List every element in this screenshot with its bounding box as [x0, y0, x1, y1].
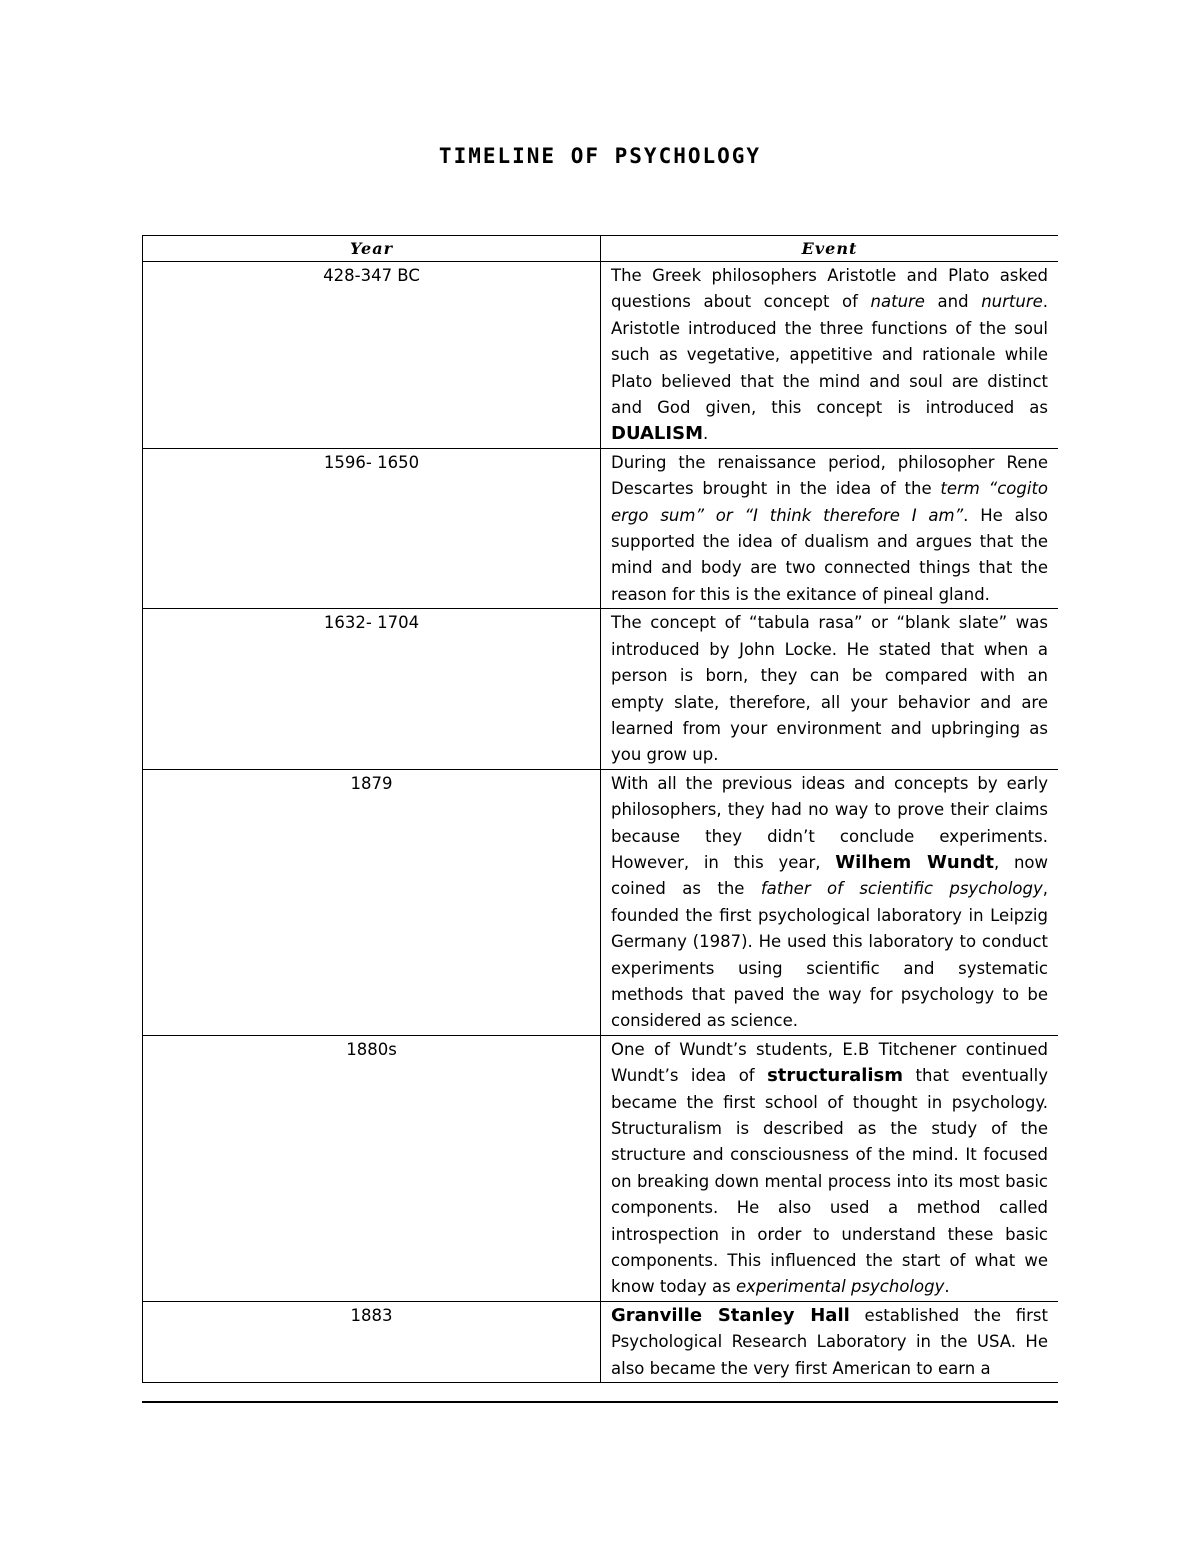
event-text: The Greek philosophers Aristotle and Plato asked questions about concept of — [611, 266, 1048, 312]
table-row — [143, 1301, 1059, 1382]
document-title: TIMELINE OF PSYCHOLOGY — [438, 144, 762, 168]
year-cell: 1632- 1704 — [143, 609, 601, 769]
event-cell — [601, 1301, 1059, 1382]
event-italic-text: nature — [870, 292, 925, 312]
event-italic-text: nurture — [981, 292, 1043, 312]
event-text: , now coined as the — [611, 852, 1048, 899]
event-text: One of Wundt’s students, E.B Titchener continued Wundt’s idea of — [611, 1039, 1048, 1086]
event-text: , founded the first psychological laboratory in Leipzig Germany (1987). He used this laboratory to conduct experiments using scientific and systematic methods that paved the way for psychology to be considered as science. — [611, 879, 1048, 1031]
year-column-header: Year — [143, 236, 601, 262]
event-cell — [601, 609, 1059, 769]
event-text: . He also supported the idea of dualism and argues that the mind and body are two connected things that the reason for this is the exitance of pineal gland. — [611, 505, 1048, 604]
year-cell: 1880s — [143, 1035, 601, 1301]
timeline-table-container — [142, 235, 1058, 1403]
event-text: and — [924, 292, 982, 312]
table-row — [143, 1035, 1059, 1301]
event-cell — [601, 262, 1059, 449]
event-emphasis-text: Granville Stanley Hall — [611, 1304, 850, 1326]
event-column-header: Event — [601, 236, 1059, 262]
event-text: that eventually became the first school of thought in psychology. Structuralism is described as the study of the structure and consciousness of the mind. It focused on breaking down mental process into its most basic components. He also used a method called introspection in order to understand these basic components. This influenced the start of what we know today as — [611, 1066, 1048, 1297]
event-cell — [601, 448, 1059, 608]
event-italic-text: experimental psychology — [735, 1277, 945, 1297]
event-cell — [601, 1035, 1059, 1301]
event-italic-text: father of scientific psychology — [760, 879, 1043, 899]
event-text: During the renaissance period, philosopher Rene Descartes brought in the idea of the — [611, 452, 1048, 499]
table-row — [143, 609, 1059, 769]
event-text: . — [944, 1277, 950, 1297]
event-text: . Aristotle introduced the three functions of the soul such as vegetative, appetitive and rationale while Plato believed that the mind and soul are distinct and God given, this concept is introduced as — [611, 292, 1048, 418]
table-header-row — [143, 236, 1059, 262]
event-text: . — [702, 424, 709, 444]
timeline-body — [143, 262, 1059, 1383]
event-text: established the first Psychological Research Laboratory in the USA. He also became the very first American to earn a — [611, 1305, 1048, 1378]
event-text: With all the previous ideas and concepts by early philosophers, they had no way to prove their claims because they didn’t conclude experiments. However, in this year, — [611, 773, 1048, 872]
timeline-table — [142, 235, 1058, 1383]
event-text: The concept of “tabula rasa” or “blank slate” was introduced by John Locke. He stated that when a person is born, they can be compared with an empty slate, therefore, all your behavior and are learned from your environment and upbringing as you grow up. — [611, 613, 1048, 765]
year-cell: 1883 — [143, 1301, 601, 1382]
year-cell: 428-347 BC — [143, 262, 601, 449]
event-italic-text: term “cogito ergo sum” or “I think therefore I am” — [611, 479, 1049, 525]
table-row — [143, 262, 1059, 449]
year-cell: 1879 — [143, 769, 601, 1035]
year-cell: 1596- 1650 — [143, 448, 601, 608]
event-cell — [601, 769, 1059, 1035]
event-emphasis-text: structuralism — [767, 1065, 904, 1087]
event-emphasis-text: Wilhem Wundt — [835, 851, 994, 873]
event-emphasis-text: DUALISM — [611, 423, 703, 445]
table-row — [143, 769, 1059, 1035]
table-row — [143, 448, 1059, 608]
